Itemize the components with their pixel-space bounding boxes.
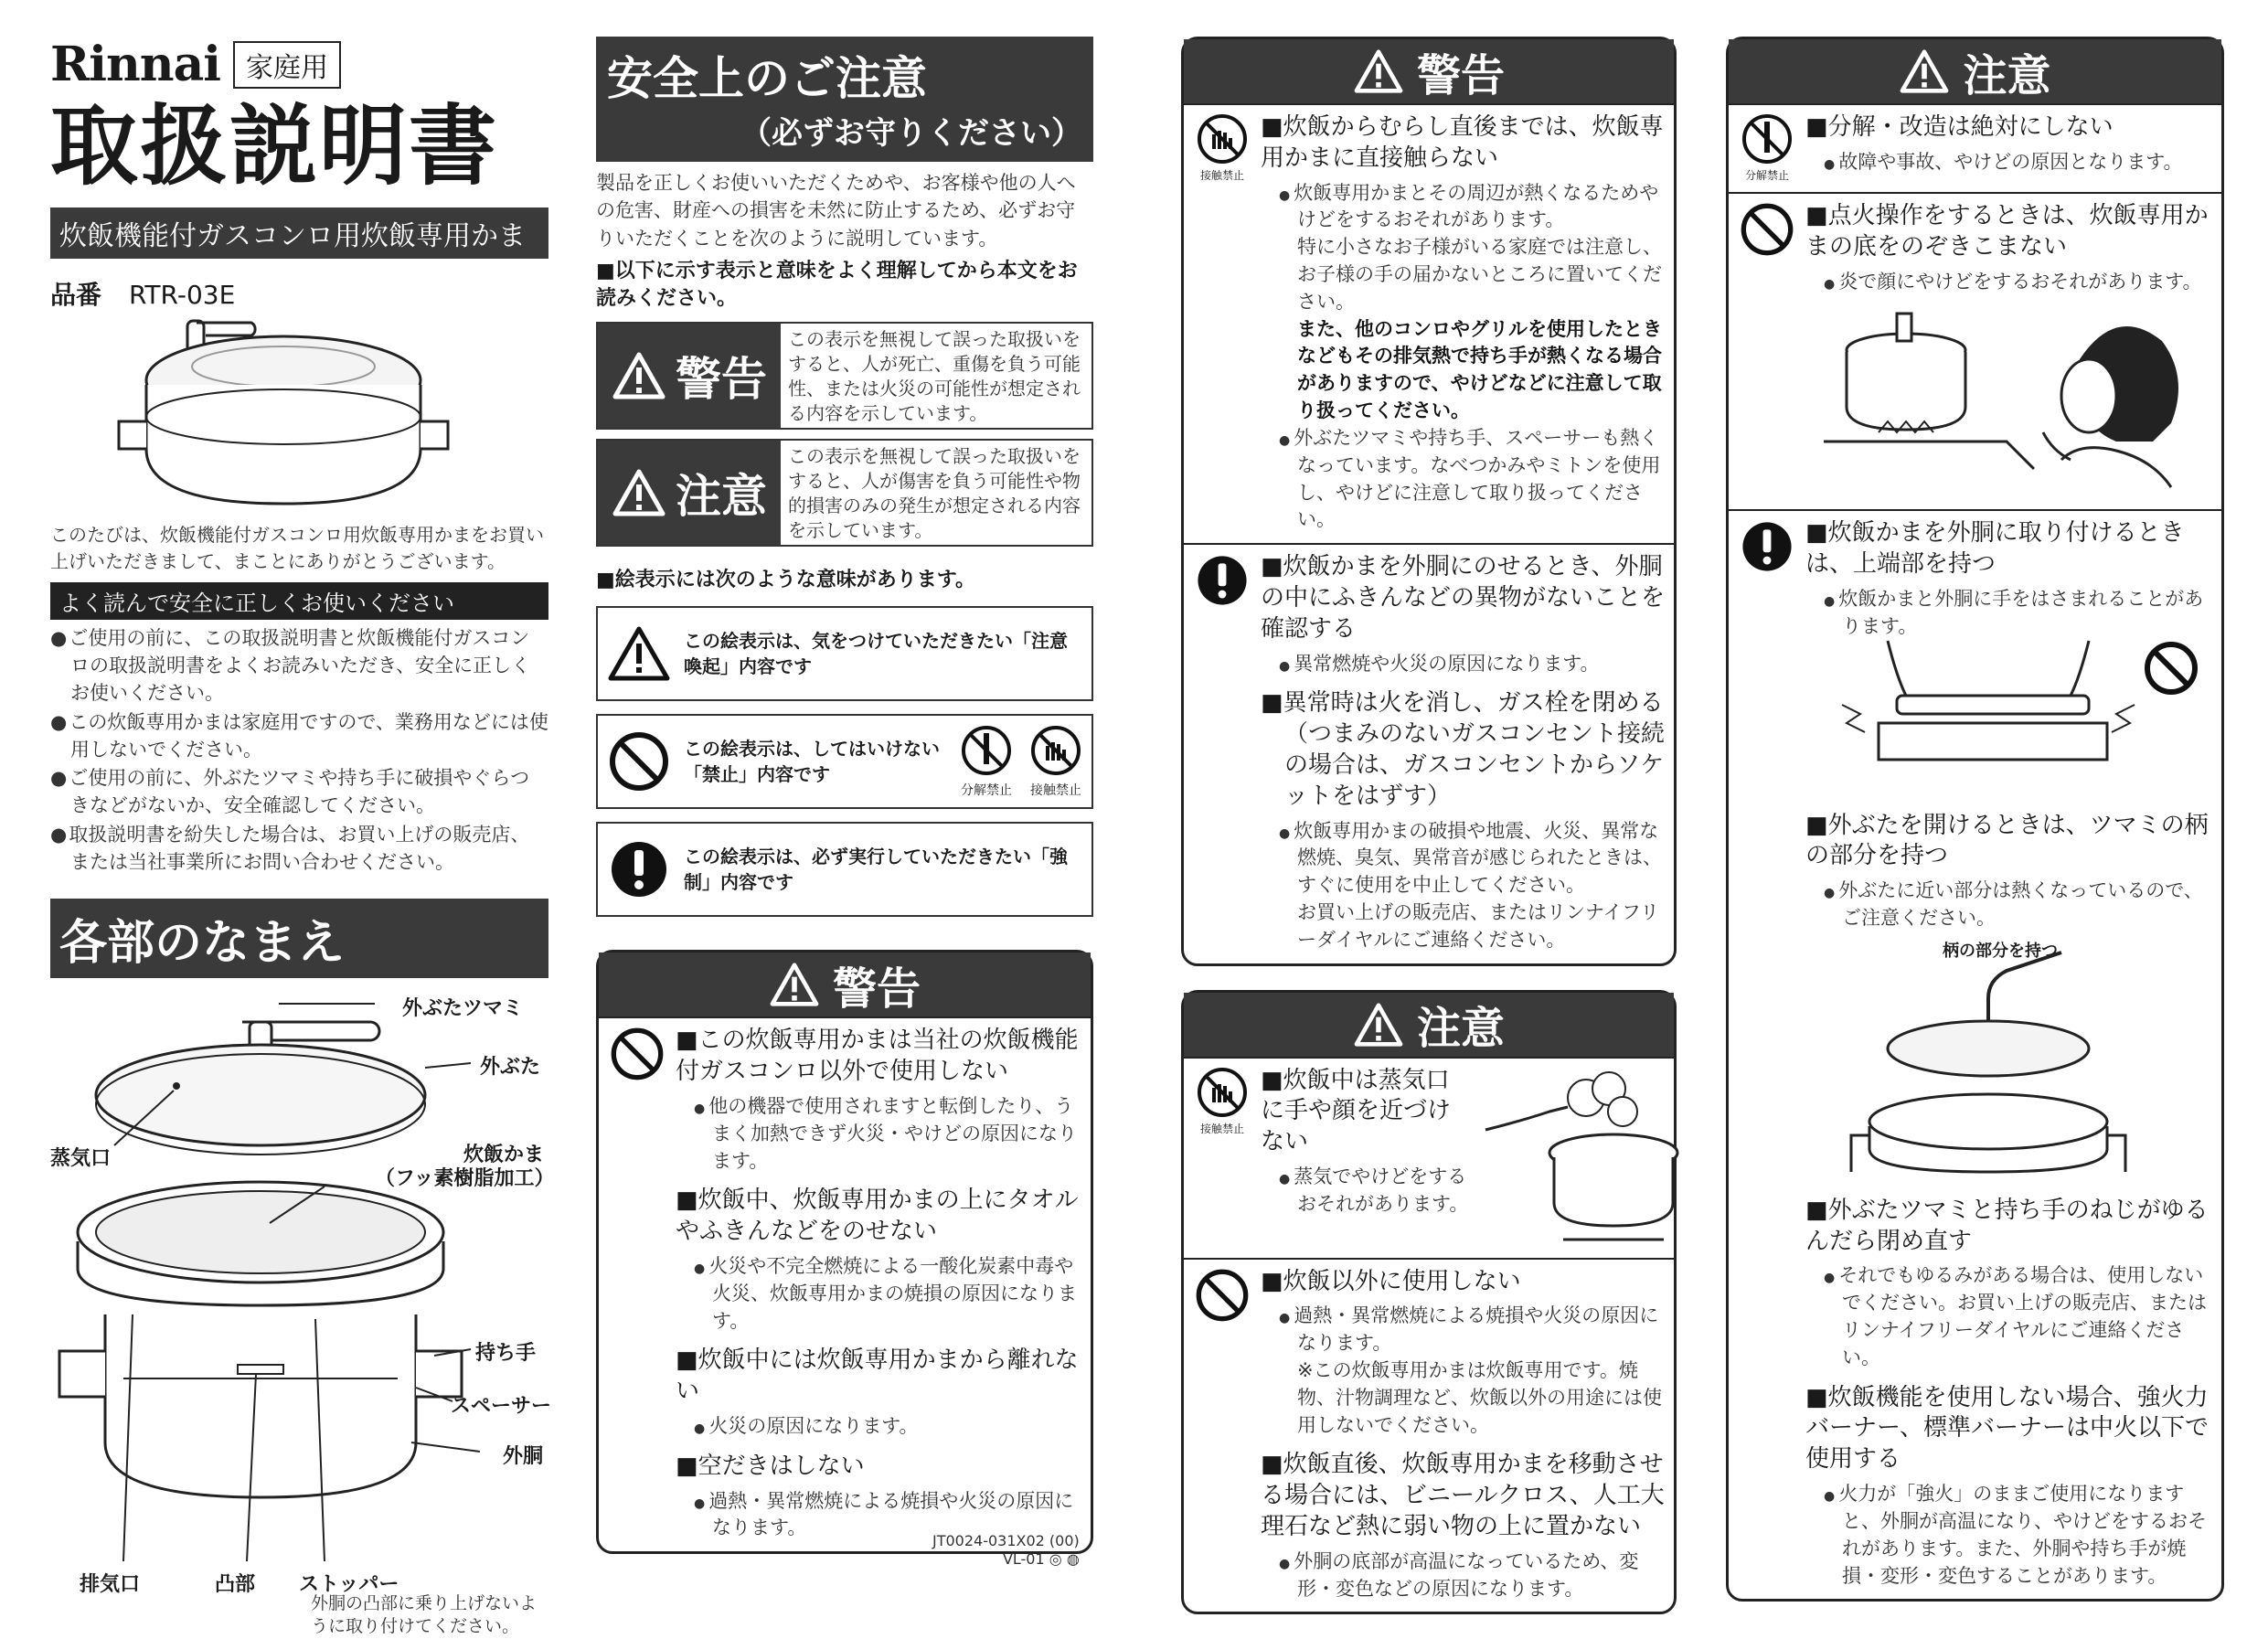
hold-handle-caption: 柄の部分を持つ [1943, 941, 2058, 961]
caution4-item-2: ■ 点火操作をするときは、炊飯専用かまの底をのぞきこまない ● 炎で顔にやけどをするおそれがあります。 [1729, 192, 2221, 509]
caution-panel-3: 注意 接触禁止 ■ 炊飯中は蒸気口に手や顔を近づけない ● 蒸気でやけどをするおそれがあります。 ■ 炊飯以外に使用しない ● 過熱・異常燃焼による焼損や火災の原因になります。 ※この炊飯専用かまは炊飯専用です。焼物、汁物調理など、炊飯以外の用途には使用しないでください。 ■ 炊飯直後、炊飯専用かまを移動させる場合には、ビニールクロス、人工大理石など熱に弱い物の上に置かない ● 外胴の底部が高温になっているため、変形・変色などの原因になります。 [1181, 990, 1677, 1615]
caution4-item-3: ■ 炊飯かまを外胴に取り付けるときは、上端部を持つ ● 炊飯かまと外胴に手をはさまれることがあります。 ■ 外ぶたを開けるときは、ツマミの柄の部分を持つ ● 外ぶたに近い部分は熱くなっているので、ご注意ください。 柄の部分を持つ ■ 外ぶたツマミと持ち手のねじがゆるんだら閉め直す ● それでもゆるみがある場合は、使用しないでください。お買い上げの販売店、またはリンナイフリーダイヤルにご連絡ください。 ■ 炊飯機能を使用しない場合、強火力バーナー、標準バーナーは中火以下で使用する ● 火力が「強火」のままご使用になりますと、外胴が高温になり、やけどをするおそれがあります。また、外胴や持ち手が焼損・変形・変色することがあります。 [1729, 509, 2221, 1599]
thanks-text: このたびは、炊飯機能付ガスコンロ用炊飯専用かまをお買い上げいただきまして、まことにありがとうございます。 [50, 524, 544, 573]
warning-label: 警告 [676, 352, 767, 406]
prohibit-pictogram-box: この絵表示は、してはいけない「禁止」内容です 分解禁止 接触禁止 [596, 714, 1093, 809]
caution3-item-1: 接触禁止 ■ 炊飯中は蒸気口に手や顔を近づけない ● 蒸気でやけどをするおそれがあります。 [1184, 1057, 1674, 1258]
label-exhaust: 排気口 [80, 1572, 141, 1596]
parts-title: 各部のなまえ [50, 899, 548, 978]
parts-illustration [50, 985, 548, 1625]
list-item: ● ご使用の前に、この取扱説明書と炊飯機能付ガスコンロの取扱説明書をよくお読みいただき、安全に正しくお使いください。 [50, 625, 548, 707]
recycle-icon: ◎ ◍ [1049, 1550, 1080, 1568]
label-pot-note: （フッ素樹脂加工） [375, 1166, 555, 1190]
safety-title: 安全上のご注意 [607, 52, 927, 105]
parts-diagram [50, 985, 555, 1637]
label-bump: 凸部 [215, 1572, 256, 1596]
no-touch-icon [1029, 724, 1082, 777]
prohibited-icon [1739, 201, 1795, 258]
pinch-hands-illustration [1805, 641, 2208, 796]
safety-header [596, 37, 1093, 162]
home-use-badge: 家庭用 [233, 41, 341, 89]
caution-triangle-icon [1353, 1002, 1404, 1048]
model-number: 品番 RTR-03E [50, 280, 236, 311]
caution4-item-1: 分解禁止 ■ 分解・改造は絶対にしない ● 故障や事故、やけどの原因となります。 [1729, 103, 2221, 192]
peering-face-illustration [1805, 295, 2208, 496]
label-handle: 持ち手 [475, 1341, 537, 1365]
caution-triangle-icon [612, 468, 666, 517]
caution-panel-4: 注意 分解禁止 ■ 分解・改造は絶対にしない ● 故障や事故、やけどの原因となります。 ■ 点火操作をするときは、炊飯専用かまの底をのぞきこまない ● 炎で顔にやけどをするおそれがあります。 ■ 炊飯かまを外胴に取り付けるときは、上端部を持つ ● 炊飯かまと外胴に手をはさまれることがあります。 ■ 外ぶたを開けるときは、ツマミの柄の部分を持つ ● 外ぶたに近い部分は熱くなっているので、ご注意ください。 柄の部分を持つ ■ 外ぶたツマミと持ち手のねじがゆるんだら閉め直す ● それでもゆるみがある場合は、使用しないでください。お買い上げの販売店、またはリンナイフリーダイヤルにご連絡ください。 ■ 炊飯機能を使用しない場合、強火力バーナー、標準バーナーは中火以下で使用する ● 火力が「強火」のままご使用になりますと、外胴が高温になり、やけどをするおそれがあります。また、外胴や持ち手が焼損・変形・変色することがあります。 [1726, 37, 2224, 1602]
warning-triangle-icon [769, 962, 820, 1007]
caution-triangle-icon [1899, 48, 1950, 94]
no-disassembly-icon [1741, 112, 1794, 165]
no-disassembly-icon [960, 724, 1013, 777]
warning-caution-column [1181, 37, 1677, 1614]
warning3-item-1: 接触禁止 ■ 炊飯からむらし直後までは、炊飯専用かまに直接触らない ● 炊飯専用かまとその周辺が熱くなるためやけどをするおそれがあります。 特に小さなお子様がいる家庭では注意し、お子様の手の届かないところに置いてください。 また、他のコンロやグリルを使用したときなどもその排気熱で持ち手が熱くなる場合がありますので、やけどなどに注意して取り扱ってください。 ● 外ぶたツマミや持ち手、スペーサーも熱くなっています。なべつかみやミトンを使用し、やけどに注意して取り扱ってください。 [1184, 103, 1674, 543]
label-vent: 蒸気口 [50, 1146, 112, 1170]
steam-hand-illustration [1476, 1066, 1687, 1249]
caution3-item-2: ■ 炊飯以外に使用しない ● 過熱・異常燃焼による焼損や火災の原因になります。 ※この炊飯専用かまは炊飯専用です。焼物、汁物調理など、炊飯以外の用途には使用しないでください。 ■ 炊飯直後、炊飯専用かまを移動させる場合には、ビニールクロス、人工大理石など熱に弱い物の上に置かない ● 外胴の底部が高温になっているため、変形・変色などの原因になります。 [1184, 1258, 1674, 1612]
mandatory-icon [1194, 552, 1251, 609]
label-stopper: ストッパー [299, 1572, 399, 1596]
prohibited-icon [607, 729, 671, 793]
cover-bullets [50, 625, 548, 876]
label-lid: 外ぶた [480, 1055, 541, 1079]
caution-signal-box [596, 439, 1093, 547]
label-spacer: スペーサー [451, 1394, 552, 1418]
prohibited-icon [609, 1026, 665, 1082]
no-touch-icon [1196, 1066, 1249, 1119]
warning-triangle-icon [612, 351, 666, 400]
safety-column [596, 37, 1093, 1554]
safety-subtitle: （必ずお守りください） [740, 115, 1082, 152]
list-item: ● この炊飯専用かまは家庭用ですので、業務用などには使用しないでください。 [50, 709, 548, 764]
list-item: ● 取扱説明書を紛失した場合は、お買い上げの販売店、または当社事業所にお問い合わせください。 [50, 822, 548, 877]
label-body: 外胴 [503, 1444, 544, 1468]
read-carefully-bar: よく読んで安全に正しくお使いください [50, 582, 548, 620]
mandatory-icon [1739, 518, 1795, 575]
prohibited-icon [1194, 1267, 1251, 1324]
warning-panel-3: 警告 接触禁止 ■ 炊飯からむらし直後までは、炊飯専用かまに直接触らない ● 炊飯専用かまとその周辺が熱くなるためやけどをするおそれがあります。 特に小さなお子様がいる家庭では注意し、お子様の手の届かないところに置いてください。 また、他のコンロやグリルを使用したときなどもその排気熱で持ち手が熱くなる場合がありますので、やけどなどに注意して取り扱ってください。 ● 外ぶたツマミや持ち手、スペーサーも熱くなっています。なべつかみやミトンを使用し、やけどに注意して取り扱ってください。 ■ 炊飯かまを外胴にのせるとき、外胴の中にふきんなどの異物がないことを確認する ● 異常燃焼や火災の原因になります。 ■ 異常時は火を消し、ガス栓を閉める （つまみのないガスコンセント接続の場合は、ガスコンセントからソケットをはずす） ● 炊飯専用かまの破損や地震、火災、異常な燃焼、臭気、異常音が感じられたときは、すぐに使用を中止してください。 お買い上げの販売店、またはリンナイフリーダイヤルにご連絡ください。 [1181, 37, 1677, 966]
pictogram-intro: ■絵表示には次のような意味があります。 [596, 568, 976, 591]
warning2-item: ■ この炊飯専用かまは当社の炊飯機能付ガスコンロ以外で使用しない ● 他の機器で使用されますと転倒したり、うまく加熱できず火災・やけどの原因になります。 ■ 炊飯中、炊飯専用かまの上にタオルやふきんなどをのせない ● 火災や不完全燃焼による一酸化炭素中毒や火災、炊飯専用かまの焼損の原因になります。 ■ 炊飯中には炊飯専用かまから離れない ● 火災の原因になります。 ■ 空だきはしない ● 過熱・異常燃焼による焼損や火災の原因になります。 [599, 1016, 1091, 1551]
mandatory-icon [607, 837, 671, 901]
warning-description: この表示を無視して誤った取扱いをすると、人が死亡、重傷を負う可能性、または火災の可能性が想定される内容を示しています。 [788, 327, 1081, 424]
mandatory-pictogram-box: この絵表示は、必ず実行していただきたい「強制」内容です [596, 822, 1093, 917]
attention-pictogram-box: この絵表示は、気をつけていただきたい「注意喚起」内容です [596, 606, 1093, 701]
lid-open-illustration [1805, 962, 2208, 1181]
warning-triangle-icon [1353, 48, 1404, 94]
no-touch-icon [1196, 112, 1249, 165]
stopper-note: 外胴の凸部に乗り上げないように取り付けてください。 [311, 1592, 538, 1637]
rinnai-logo: Rinnai [50, 37, 221, 92]
caution-label: 注意 [676, 469, 767, 523]
product-name: 炊飯機能付ガスコンロ用炊飯専用かま [50, 208, 548, 259]
caution-description: この表示を無視して誤った取扱いをすると、人が傷害を負う可能性や物的損害のみの発生が想定される内容を示しています。 [788, 444, 1081, 541]
brand-row [50, 37, 548, 92]
warning-signal-box [596, 322, 1093, 430]
attention-triangle-icon [607, 625, 671, 682]
caution-column-4 [1726, 37, 2224, 1602]
list-item: ● ご使用の前に、外ぶたツマミや持ち手に破損やぐらつきなどがないか、安全確認してください。 [50, 765, 548, 820]
manual-title: 取扱説明書 [50, 95, 498, 197]
label-knob: 外ぶたツマミ [402, 996, 524, 1020]
cover-column [50, 37, 555, 1637]
safety-intro: 製品を正しくお使いいただくためや、お客様や他の人への危害、財産への損害を未然に防止するため、必ずお守りいただくことを次のように説明しています。 [596, 172, 1076, 250]
warning3-item-2: ■ 炊飯かまを外胴にのせるとき、外胴の中にふきんなどの異物がないことを確認する ● 異常燃焼や火災の原因になります。 ■ 異常時は火を消し、ガス栓を閉める （つまみのないガスコンセント接続の場合は、ガスコンセントからソケットをはずす） ● 炊飯専用かまの破損や地震、火災、異常な燃焼、臭気、異常音が感じられたときは、すぐに使用を中止してください。 お買い上げの販売店、またはリンナイフリーダイヤルにご連絡ください。 [1184, 543, 1674, 963]
understand-note: ■以下に示す表示と意味をよく理解してから本文をお読みください。 [596, 260, 1078, 310]
pot-illustration [50, 312, 548, 522]
label-pot: 炊飯かま [463, 1143, 545, 1166]
document-codes: JT0024-031X02 (00) VL-01 ◎ ◍ [932, 1532, 1080, 1568]
warning-panel-2: 警告 ■ この炊飯専用かまは当社の炊飯機能付ガスコンロ以外で使用しない ● 他の機器で使用されますと転倒したり、うまく加熱できず火災・やけどの原因になります。 ■ 炊飯中、炊飯専用かまの上にタオルやふきんなどをのせない ● 火災や不完全燃焼による一酸化炭素中毒や火災、炊飯専用かまの焼損の原因になります。 ■ 炊飯中には炊飯専用かまから離れない ● 火災の原因になります。 ■ 空だきはしない ● 過熱・異常燃焼による焼損や火災の原因になります。 [596, 950, 1093, 1554]
